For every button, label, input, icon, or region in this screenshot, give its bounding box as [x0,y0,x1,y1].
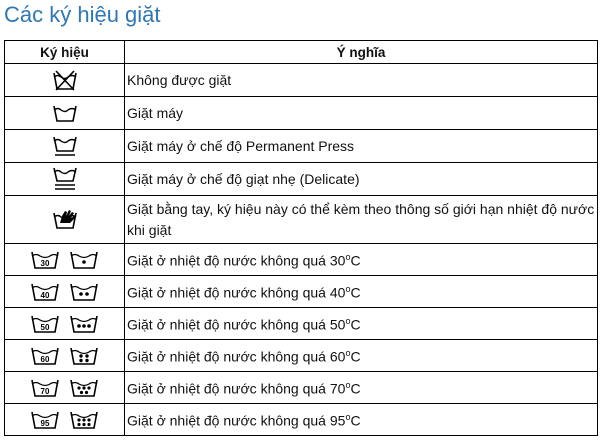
table-row [5,64,598,97]
meaning-text: Giặt ở nhiệt độ nước không quá 40 [127,284,346,301]
symbol-cell [5,130,125,163]
table-row [5,372,598,404]
meaning-cell [125,340,598,372]
meaning-cell [125,372,598,404]
wash-95-icon [30,409,60,431]
degree-sign: o [345,348,351,359]
temp-label: 95 [40,418,49,428]
symbol-cell [5,308,125,340]
wash-30-icon [30,249,60,271]
unit: C [350,348,361,365]
symbol-cell [5,163,125,196]
degree-sign: o [345,284,351,295]
degree-sign: o [345,252,351,263]
wash-symbols-table [4,40,598,436]
symbol-cell [5,372,125,404]
wash-1-dot-icon [69,249,99,271]
meaning-cell: Không được giặt [125,64,598,97]
meaning-cell: Giặt máy ở chế độ Permanent Press [125,130,598,163]
symbol-cell [5,276,125,308]
header-symbol: Ký hiệu [5,41,125,64]
degree-sign: o [345,380,351,391]
table-header-row [5,41,598,64]
unit: C [350,252,361,269]
wash-40-icon [30,281,60,303]
table-row [5,97,598,130]
temp-label: 70 [40,386,49,396]
unit: C [350,316,361,333]
wash-5-dots-icon [69,377,99,399]
header-meaning: Ý nghĩa [125,41,598,64]
unit: C [350,380,361,397]
symbol-cell [5,196,125,244]
unit: C [350,412,361,429]
meaning-cell [125,276,598,308]
degree-sign: o [345,412,351,423]
table-row [5,404,598,436]
hand-wash-icon [51,207,79,233]
permanent-press-wash-icon [51,134,79,158]
table-row [5,340,598,372]
unit: C [350,284,361,301]
symbol-cell [5,244,125,276]
delicate-wash-icon [51,166,79,192]
table-row [5,130,598,163]
temp-label: 30 [40,258,49,268]
meaning-cell [125,308,598,340]
symbol-cell [5,404,125,436]
meaning-cell [125,404,598,436]
meaning-cell: Giặt bằng tay, ký hiệu này có thể kèm theo thông số giới hạn nhiệt độ nước khi giặt [125,196,598,244]
wash-60-icon [30,345,60,367]
meaning-cell: Giặt máy [125,97,598,130]
machine-wash-icon [51,102,79,124]
meaning-text: Giặt ở nhiệt độ nước không quá 30 [127,252,346,269]
wash-3-dots-icon [69,313,99,335]
meaning-text: Giặt ở nhiệt độ nước không quá 60 [127,348,346,365]
do-not-wash-icon [51,68,79,92]
wash-6-dots-icon [69,409,99,431]
meaning-text: Giặt ở nhiệt độ nước không quá 95 [127,412,346,429]
symbol-cell [5,340,125,372]
meaning-cell [125,244,598,276]
table-row [5,244,598,276]
wash-50-icon [30,313,60,335]
table-row [5,163,598,196]
temp-label: 40 [40,290,49,300]
temp-label: 60 [40,354,49,364]
meaning-text: Giặt ở nhiệt độ nước không quá 50 [127,316,346,333]
page-title: Các ký hiệu giặt [4,2,161,27]
wash-70-icon [30,377,60,399]
temp-label: 50 [40,322,49,332]
degree-sign: o [345,316,351,327]
wash-2-dots-icon [69,281,99,303]
meaning-text: Giặt ở nhiệt độ nước không quá 70 [127,380,346,397]
symbol-cell [5,64,125,97]
meaning-cell: Giặt máy ở chế độ giạt nhẹ (Delicate) [125,163,598,196]
table-row [5,308,598,340]
symbol-cell [5,97,125,130]
table-row [5,196,598,244]
wash-4-dots-icon [69,345,99,367]
table-row [5,276,598,308]
